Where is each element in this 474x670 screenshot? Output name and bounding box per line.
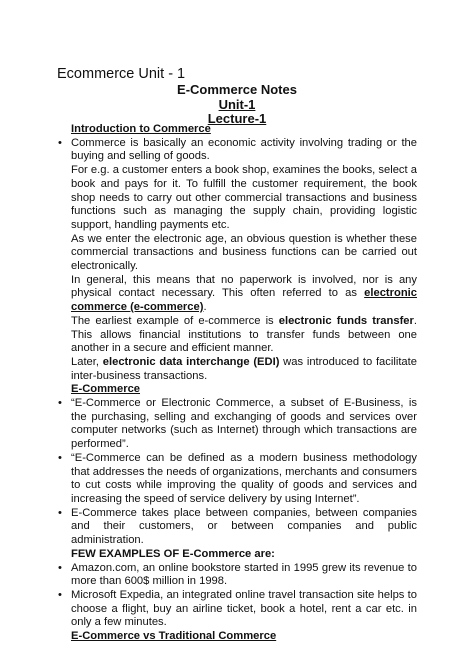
ecommerce-heading: E-Commerce — [71, 383, 141, 396]
bullet-icon: • — [58, 588, 62, 601]
edi-term: electronic data interchange (EDI) — [102, 355, 280, 368]
intro-text-5c: . This allows financial institutions to transfer funds between one another in a secure and efficient manner. — [71, 314, 417, 355]
intro-text-6c: was introduced to facilitate inter-business transactions. — [71, 355, 417, 382]
example-2 — [57, 589, 417, 630]
document-title: Ecommerce Unit - 1 — [57, 66, 186, 82]
ecommerce-bullet-3 — [57, 507, 417, 548]
intro-text-4a: In general, this means that no paperwork is involved, nor is any physical contact necessary. This often referred to as — [71, 273, 417, 300]
bullet-icon: • — [58, 561, 62, 574]
bullet-icon: • — [58, 397, 62, 410]
example-1 — [57, 562, 417, 589]
intro-paragraph-1 — [57, 137, 417, 164]
ecommerce-text-1: “E-Commerce or Electronic Commerce, a subset of E-Business, is the purchasing, selling and exchanging of goods and services over computer networks (such as Internet) through which transactions are performed”. — [71, 397, 417, 451]
intro-paragraph-3: As we enter the electronic age, an obvious question is whether these commercial transactions and business functions can be carried out electronically. — [71, 232, 417, 273]
lecture-title: Lecture-1 — [207, 111, 267, 126]
notes-title: E-Commerce Notes — [177, 82, 297, 97]
comparison-heading: E-Commerce vs Traditional Commerce — [71, 630, 277, 643]
bullet-icon: • — [58, 451, 62, 464]
bullet-icon: • — [58, 506, 62, 519]
ecommerce-bullet-2 — [57, 452, 417, 507]
ecommerce-text-3: E-Commerce takes place between companies, between companies and their customers, or between companies and public administration. — [71, 506, 417, 547]
example-text-1: Amazon.com, an online bookstore started in 1995 grew its revenue to more than 600$ million in 1998. — [71, 561, 417, 588]
eft-term: electronic funds transfer — [278, 314, 414, 327]
ecommerce-text-2: “E-Commerce can be defined as a modern business methodology that addresses the needs of organizations, merchants and consumers to cut costs while improving the quality of goods and services and increasing the speed of service delivery by using Internet”. — [71, 451, 417, 505]
intro-paragraph-4 — [57, 274, 417, 315]
intro-text-1: Commerce is basically an economic activity involving trading or the buying and selling of goods. — [71, 136, 417, 163]
example-text-2: Microsoft Expedia, an integrated online travel transaction site helps to choose a flight, buy an airline ticket, book a hotel, rent a car etc. in only a few minutes. — [71, 588, 417, 629]
intro-text-5a: The earliest example of e-commerce is — [71, 314, 279, 327]
document-body — [57, 123, 417, 644]
intro-paragraph-6 — [57, 356, 417, 383]
intro-text-4c: . — [203, 301, 207, 314]
intro-paragraph-2: For e.g. a customer enters a book shop, examines the books, select a book and pays for it. To fulfill the customer requirement, the book shop needs to carry out other commercial transactions and business functions such as managing the supply chain, providing logistic support, handling payments etc. — [71, 164, 417, 231]
bullet-icon: • — [58, 136, 62, 149]
intro-paragraph-5 — [57, 315, 417, 356]
ecommerce-term: electronic commerce (e-commerce) — [71, 287, 417, 314]
unit-title: Unit-1 — [218, 97, 256, 112]
examples-heading: FEW EXAMPLES OF E-Commerce are: — [71, 547, 275, 560]
intro-text-6a: Later, — [71, 355, 103, 368]
intro-heading: Introduction to Commerce — [71, 123, 211, 135]
ecommerce-bullet-1 — [57, 397, 417, 452]
